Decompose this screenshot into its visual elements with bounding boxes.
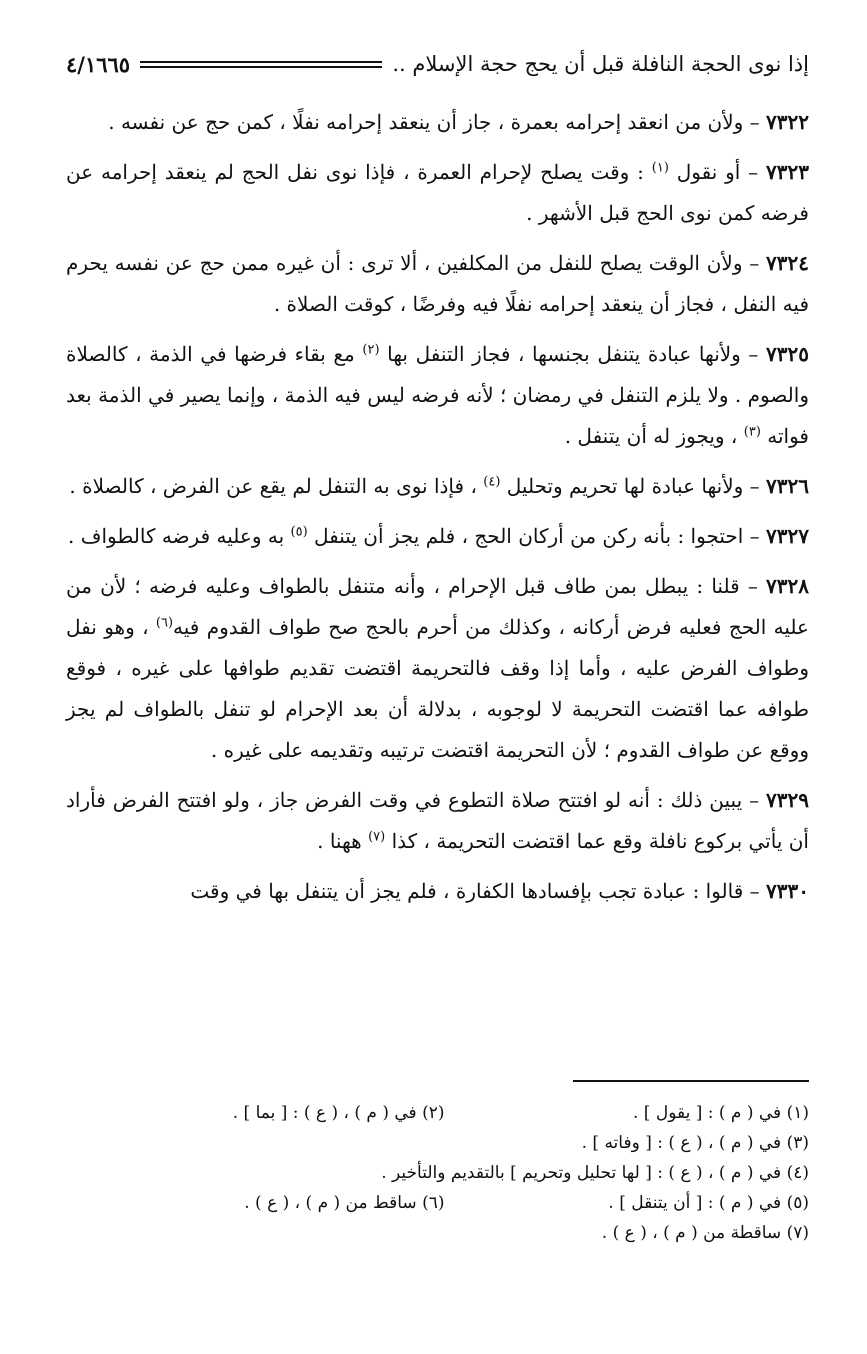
footnote-4: (٤) في ( م ) ، ( ع ) : [ لها تحليل وتحريم ] بالتقديم والتأخير . [381,1163,809,1183]
body-text [66,102,809,921]
footnote-row [80,1158,809,1188]
footnote-3: (٣) في ( م ) ، ( ع ) : [ وفاته ] . [581,1133,809,1153]
paragraph-7330 [66,871,809,912]
paragraph-7327 [66,516,809,557]
paragraph-number: ٧٣٢٣ [766,160,809,184]
paragraph-text: مع بقاء فرضها في الذمة ، كالصلاة والصوم . ولا يلزم التنفل في رمضان ؛ لأنه فرضه ليس فيه الذمة ، وإنما يصير في الذمة بعد فواته [66,342,809,448]
paragraph-number: ٧٣٢٧ [766,524,809,548]
paragraph-text: ، وهو نفل وطواف الفرض عليه ، وأما إذا وقف فالتحريمة اقتضت تقديم طوافها على غيره ، فوقع طوافه عما اقتضت التحريمة لا لوجوبه ، بدلالة أن بعد الإحرام لو تنفل بالطواف لم يجز ووقع عن طواف القدوم ؛ لأن التحريمة اقتضت ترتيبه وتقديمه على غيره . [66,615,809,762]
footnote-separator [573,1080,809,1082]
paragraph-text: ، فإذا نوى به التنفل لم يقع عن الفرض ، كالصلاة . [69,474,484,498]
paragraph-text: – ولأن من انعقد إحرامه بعمرة ، جاز أن ينعقد إحرامه نفلًا ، كمن حج عن نفسه . [108,110,767,134]
footnote-row [80,1098,809,1128]
paragraph-number: ٧٣٢٢ [766,110,809,134]
paragraph-7322 [66,102,809,143]
paragraph-7328 [66,566,809,771]
footnote-ref[interactable]: (٥) [290,524,308,540]
paragraph-number: ٧٣٢٦ [766,474,809,498]
paragraph-number: ٧٣٢٩ [766,788,809,812]
paragraph-text: : وقت يصلح لإحرام العمرة ، فإذا نوى نفل الحج لم ينعقد إحرامه عن فرضه كمن نوى الحج قبل الأشهر . [66,160,809,225]
footnote-5: (٥) في ( م ) : [ أن يتنقل ] . [608,1193,809,1213]
paragraph-7325 [66,334,809,457]
header-title: إذا نوى الحجة النافلة قبل أن يحج حجة الإسلام .. [392,52,809,76]
paragraph-7326 [66,466,809,507]
paragraph-number: ٧٣٢٤ [766,251,809,275]
paragraph-number: ٧٣٢٥ [766,342,809,366]
footnote-ref[interactable]: (٦) [155,615,174,631]
paragraph-text: – ولأن الوقت يصلح للنفل من المكلفين ، ألا ترى : أن غيره ممن حج عن نفسه يحرم فيه النفل ، فجاز أن ينعقد إحرامه نفلًا فيه وفرضًا ، كوقت الصلاة . [66,251,809,316]
paragraph-number: ٧٣٣٠ [766,879,809,903]
paragraph-text: – يبين ذلك : أنه لو افتتح صلاة التطوع في وقت الفرض جاز ، ولو افتتح الفرض فأراد أن يأتي بركوع نافلة وقع عما اقتضت التحريمة ، كذا [66,788,809,853]
running-header [66,44,809,84]
paragraph-text: به وعليه فرضه كالطواف . [68,524,291,548]
footnote-1: (١) في ( م ) : [ يقول ] . [633,1103,809,1123]
footnotes [80,1098,809,1248]
paragraph-text: – أو نقول [668,160,767,184]
paragraph-text: – ولأنها عبادة لها تحريم وتحليل [500,474,767,498]
footnote-ref[interactable]: (٤) [483,474,501,490]
footnote-row [80,1218,809,1248]
footnote-6: (٦) ساقط من ( م ) ، ( ع ) . [244,1193,445,1213]
paragraph-text: – احتجوا : بأنه ركن من أركان الحج ، فلم يجز أن يتنفل [307,524,767,548]
footnote-ref[interactable]: (١) [651,160,669,176]
paragraph-7329 [66,780,809,862]
paragraph-text: ههنا . [317,829,369,853]
paragraph-7324 [66,243,809,325]
header-page-ref: ٤/١٦٦٥ [66,51,131,77]
footnote-ref[interactable]: (٧) [368,829,386,845]
footnote-ref[interactable]: (٢) [362,342,380,358]
paragraph-text: – قلنا : يبطل بمن طاف قبل الإحرام ، وأنه متنفل بالطواف وعليه فرضه ؛ لأن من عليه الحج فعليه فرض أركانه ، وكذلك من أحرم بالحج صح طواف القدوم فيه [66,574,809,639]
paragraph-text: ، ويجوز له أن يتنفل . [564,424,744,448]
header-rule [140,61,382,68]
footnote-7: (٧) ساقطة من ( م ) ، ( ع ) . [601,1223,809,1243]
paragraph-7323 [66,152,809,234]
footnote-2: (٢) في ( م ) ، ( ع ) : [ بما ] . [232,1103,445,1123]
footnote-row [80,1188,809,1218]
paragraph-text: – قالوا : عبادة تجب بإفسادها الكفارة ، فلم يجز أن يتنفل بها في وقت [190,879,767,903]
paragraph-text: – ولأنها عبادة يتنفل بجنسها ، فجاز التنفل بها [379,342,767,366]
paragraph-number: ٧٣٢٨ [766,574,809,598]
footnote-row [80,1128,809,1158]
footnote-ref[interactable]: (٣) [743,424,761,440]
